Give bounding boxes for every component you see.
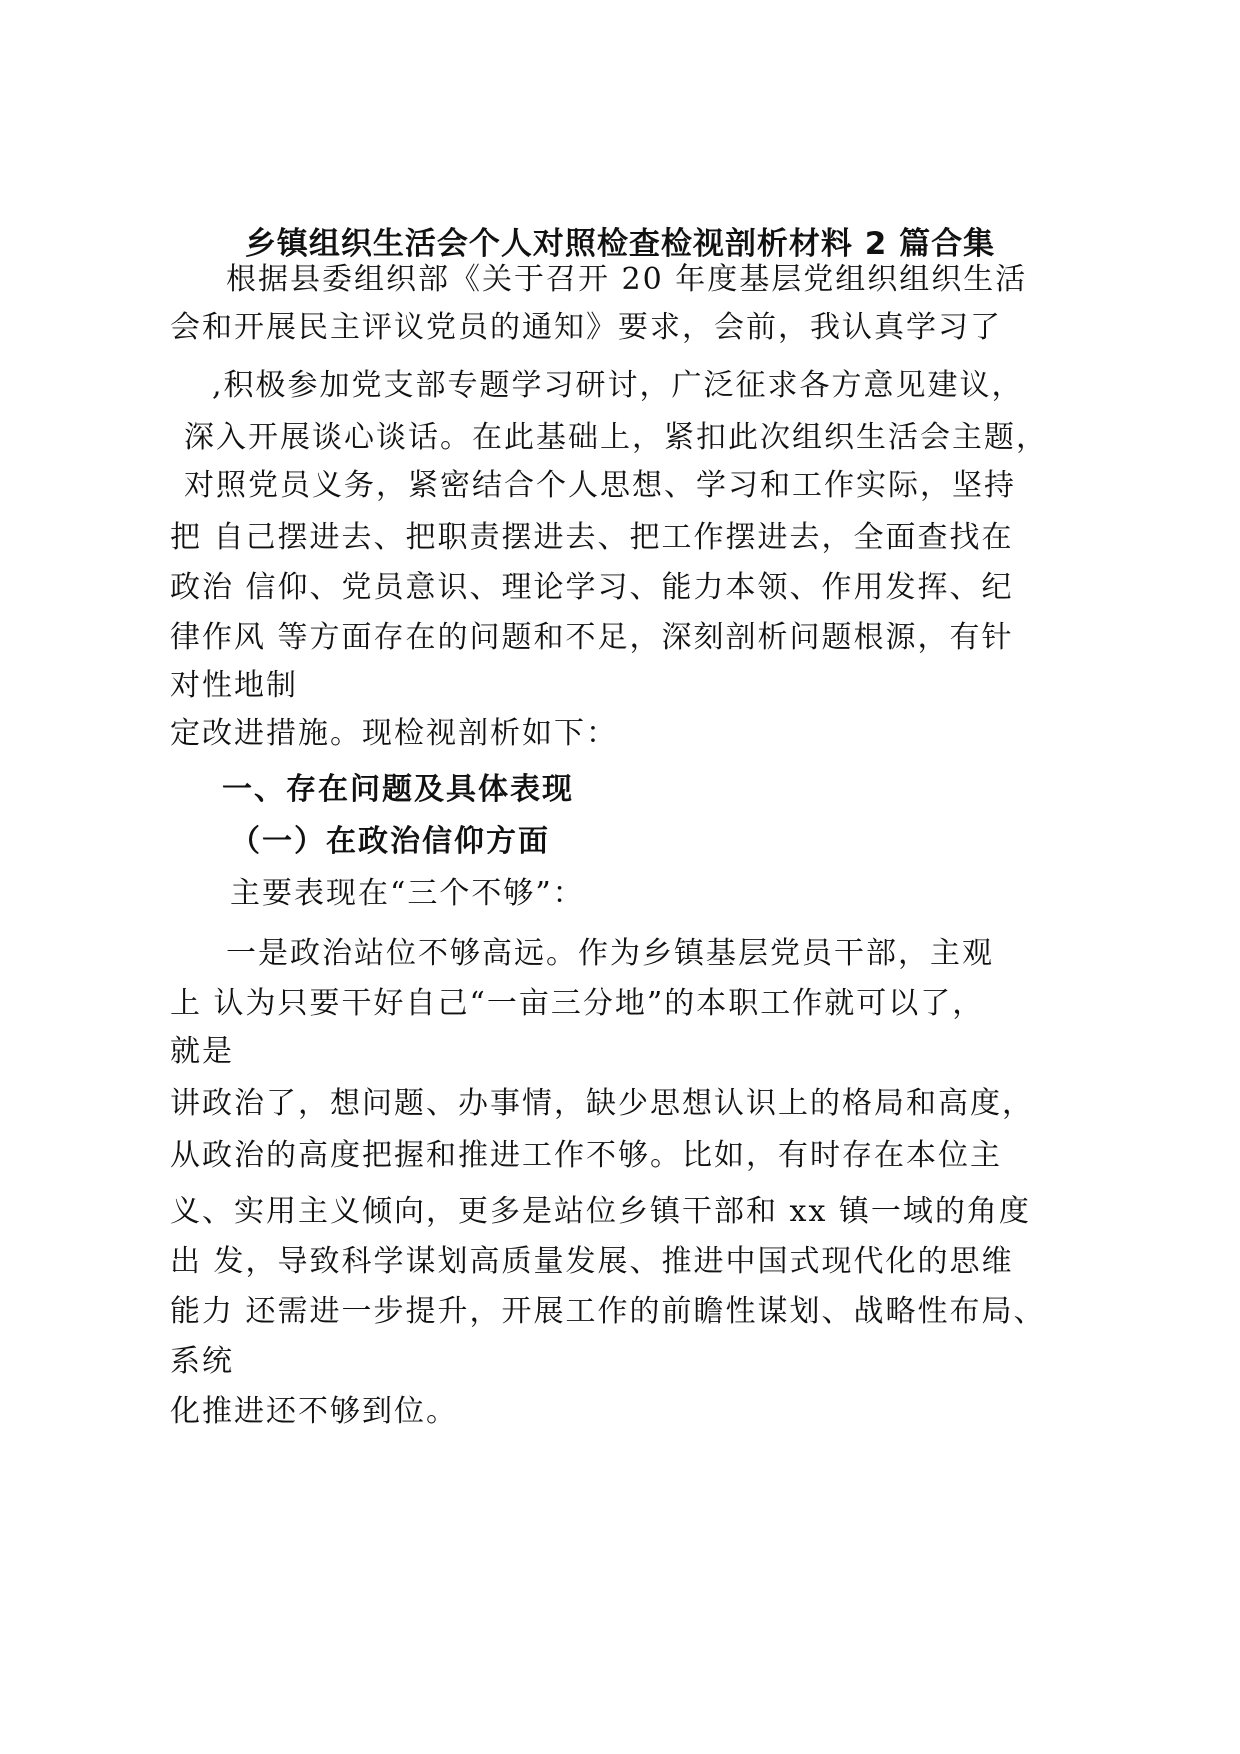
paragraph-line: 从政治的高度把握和推进工作不够。比如，有时存在本位主 xyxy=(170,1138,1002,1173)
paragraph-line: 能力 还需进一步提升，开展工作的前瞻性谋划、战略性布局、 xyxy=(170,1294,1046,1329)
subsection-heading: （一）在政治信仰方面 xyxy=(230,824,550,859)
paragraph-line: 律作风 等方面存在的问题和不足，深刻剖析问题根源，有针 xyxy=(170,620,1014,655)
paragraph-line: 对照党员义务，紧密结合个人思想、学习和工作实际，坚持 xyxy=(184,468,1016,503)
paragraph-line: 义、实用主义倾向，更多是站位乡镇干部和 xx 镇一域的角度 xyxy=(170,1194,1031,1229)
paragraph-line: 主要表现在“三个不够”： xyxy=(230,876,585,911)
paragraph-line: 定改进措施。现检视剖析如下： xyxy=(170,716,618,751)
paragraph-line: 讲政治了，想问题、办事情，缺少思想认识上的格局和高度， xyxy=(170,1086,1034,1121)
paragraph-line: 把 自己摆进去、把职责摆进去、把工作摆进去，全面查找在 xyxy=(170,520,1014,555)
paragraph-line: 深入开展谈心谈话。在此基础上，紧扣此次组织生活会主题， xyxy=(184,420,1048,455)
paragraph-line: 出 发，导致科学谋划高质量发展、推进中国式现代化的思维 xyxy=(170,1244,1014,1279)
paragraph-line: 一是政治站位不够高远。作为乡镇基层党员干部，主观 xyxy=(226,936,994,971)
paragraph-line: 化推进还不够到位。 xyxy=(170,1394,458,1429)
paragraph-line: 系统 xyxy=(170,1344,234,1379)
paragraph-line: 对性地制 xyxy=(170,668,298,703)
paragraph-line: 上 认为只要干好自己“一亩三分地”的本职工作就可以了， xyxy=(170,986,985,1021)
section-heading: 一、存在问题及具体表现 xyxy=(222,772,574,807)
paragraph-line: 就是 xyxy=(170,1034,234,1069)
paragraph-line: 会和开展民主评议党员的通知》要求，会前，我认真学习了 xyxy=(170,310,1002,345)
document-title: 乡镇组织生活会个人对照检查检视剖析材料 2 篇合集 xyxy=(244,226,996,262)
paragraph-line: 政治 信仰、党员意识、理论学习、能力本领、作用发挥、纪 xyxy=(170,570,1014,605)
paragraph-line: 根据县委组织部《关于召开 20 年度基层党组织组织生活 xyxy=(226,262,1028,297)
paragraph-line: ,积极参加党支部专题学习研讨，广泛征求各方意见建议， xyxy=(212,368,1024,403)
